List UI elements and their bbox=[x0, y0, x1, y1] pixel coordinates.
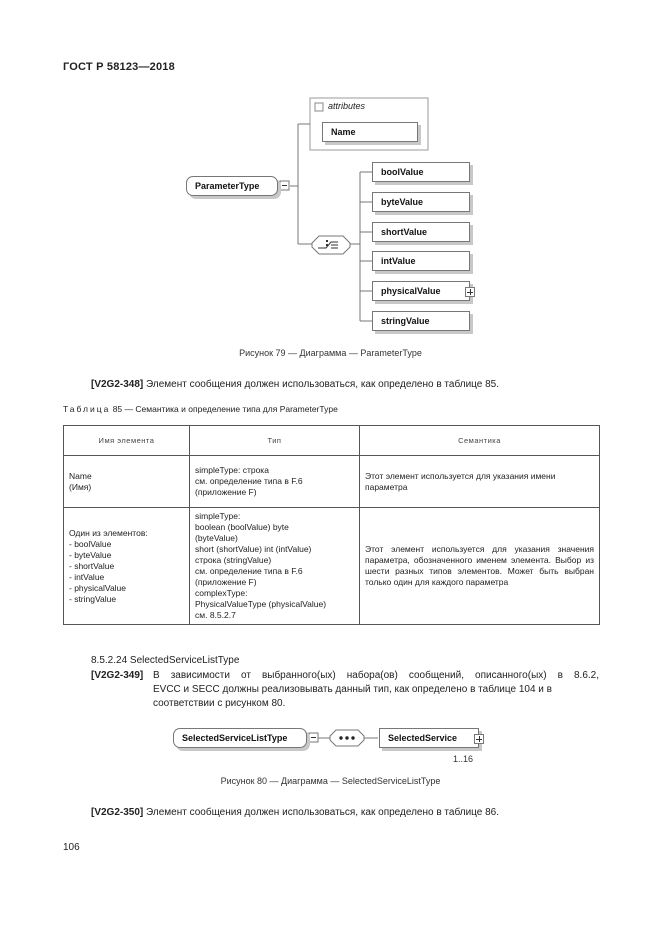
cell-line: - stringValue bbox=[69, 593, 117, 604]
element-intvalue[interactable]: intValue bbox=[372, 251, 470, 271]
cell-line: (Имя) bbox=[69, 481, 92, 492]
sequence-compositor-icon bbox=[330, 730, 364, 746]
cell-line: - shortValue bbox=[69, 560, 115, 571]
paragraph-349-line3: соответствии с рисунком 80. bbox=[153, 698, 286, 709]
paragraph-350 bbox=[91, 806, 499, 820]
table-word: Таблица bbox=[63, 404, 111, 414]
selectedservice-element-box[interactable]: SelectedService bbox=[379, 728, 479, 748]
cell-line: complexType: bbox=[195, 588, 248, 598]
requirement-id: [V2G2-348] bbox=[91, 379, 144, 390]
cell-line: PhysicalValueType (physicalValue) bbox=[195, 599, 327, 609]
cell-line: boolean (boolValue) byte bbox=[195, 522, 289, 532]
cell-line: simpleType: bbox=[195, 511, 241, 521]
selectedservicelisttype-root-box[interactable]: SelectedServiceListType bbox=[173, 728, 307, 748]
table-cell bbox=[190, 508, 360, 625]
element-shortvalue[interactable]: shortValue bbox=[372, 222, 470, 242]
document-header: ГОСТ Р 58123—2018 bbox=[63, 61, 175, 73]
table-caption-rest: 85 — Семантика и определение типа для ParameterType bbox=[112, 404, 338, 414]
table-row bbox=[64, 508, 600, 625]
figure79-caption: Рисунок 79 — Диаграмма — ParameterType bbox=[239, 348, 422, 358]
element-physicalvalue[interactable]: physicalValue bbox=[372, 281, 470, 301]
paragraph-348 bbox=[91, 378, 499, 392]
cell-line: Один из элементов: bbox=[69, 527, 148, 538]
expand-icon[interactable] bbox=[465, 287, 475, 297]
attributes-label: attributes bbox=[328, 101, 366, 111]
collapse-icon[interactable] bbox=[280, 181, 289, 190]
table85-caption bbox=[63, 404, 338, 414]
collapse-icon-fig80[interactable] bbox=[309, 733, 318, 742]
attributes-toggle-icon[interactable] bbox=[315, 103, 323, 111]
column-header: Тип bbox=[190, 426, 360, 456]
cell-line: см. определение типа в F.6 bbox=[195, 566, 303, 576]
cell-line: short (shortValue) int (intValue) bbox=[195, 544, 312, 554]
column-header: Семантика bbox=[360, 426, 600, 456]
cell-line: см. 8.5.2.7 bbox=[195, 610, 236, 620]
cell-line: строка (stringValue) bbox=[195, 555, 272, 565]
cell-line: Name bbox=[69, 470, 92, 481]
table-cell: Этот элемент используется для указания значения параметра, обозначенного именем элемента. Выбор из шести разных типов элементов. Может быть выбран только один для каждого параметра bbox=[360, 508, 600, 625]
cell-line: (byteValue) bbox=[195, 533, 238, 543]
requirement-id-349 bbox=[91, 669, 143, 683]
table-cell bbox=[64, 508, 190, 625]
table-cell bbox=[190, 456, 360, 508]
table85 bbox=[63, 425, 600, 625]
expand-icon[interactable] bbox=[474, 734, 484, 744]
parametertype-root-box[interactable]: ParameterType bbox=[186, 176, 278, 196]
cell-line: - physicalValue bbox=[69, 582, 127, 593]
paragraph-349-line2: EVCC и SECC должны реализовывать данный тип, как определено в таблице 104 и в bbox=[153, 684, 552, 695]
table-row bbox=[64, 456, 600, 508]
requirement-id: [V2G2-349] bbox=[91, 670, 144, 681]
cell-line: - byteValue bbox=[69, 549, 112, 560]
paragraph-text: Элемент сообщения должен использоваться, как определено в таблице 86. bbox=[146, 807, 500, 818]
cell-line: (приложение F) bbox=[195, 487, 257, 497]
figure80-caption: Рисунок 80 — Диаграмма — SelectedServiceListType bbox=[220, 776, 441, 786]
paragraph-349-line1: В зависимости от выбранного(ых) набора(ов) сообщений, описанного(ых) в 8.6.2, bbox=[153, 670, 599, 681]
cell-line: simpleType: строка bbox=[195, 465, 269, 475]
cell-line: см. определение типа в F.6 bbox=[195, 476, 303, 486]
paragraph-text: Элемент сообщения должен использоваться, как определено в таблице 85. bbox=[146, 379, 500, 390]
element-bytevalue[interactable]: byteValue bbox=[372, 192, 470, 212]
multiplicity-label: 1..16 bbox=[453, 754, 474, 764]
table-cell bbox=[64, 456, 190, 508]
cell-line: - boolValue bbox=[69, 538, 112, 549]
page-number: 106 bbox=[63, 842, 80, 853]
cell-line: - intValue bbox=[69, 571, 105, 582]
requirement-id: [V2G2-350] bbox=[91, 807, 144, 818]
table-cell: Этот элемент используется для указания имени параметра bbox=[360, 456, 600, 508]
cell-line: (приложение F) bbox=[195, 577, 257, 587]
column-header: Имя элемента bbox=[64, 426, 190, 456]
element-boolvalue[interactable]: boolValue bbox=[372, 162, 470, 182]
section-title: 8.5.2.24 SelectedServiceListType bbox=[91, 655, 240, 666]
element-stringvalue[interactable]: stringValue bbox=[372, 311, 470, 331]
attribute-name-box[interactable]: Name bbox=[322, 122, 418, 142]
choice-compositor-icon bbox=[312, 236, 350, 254]
